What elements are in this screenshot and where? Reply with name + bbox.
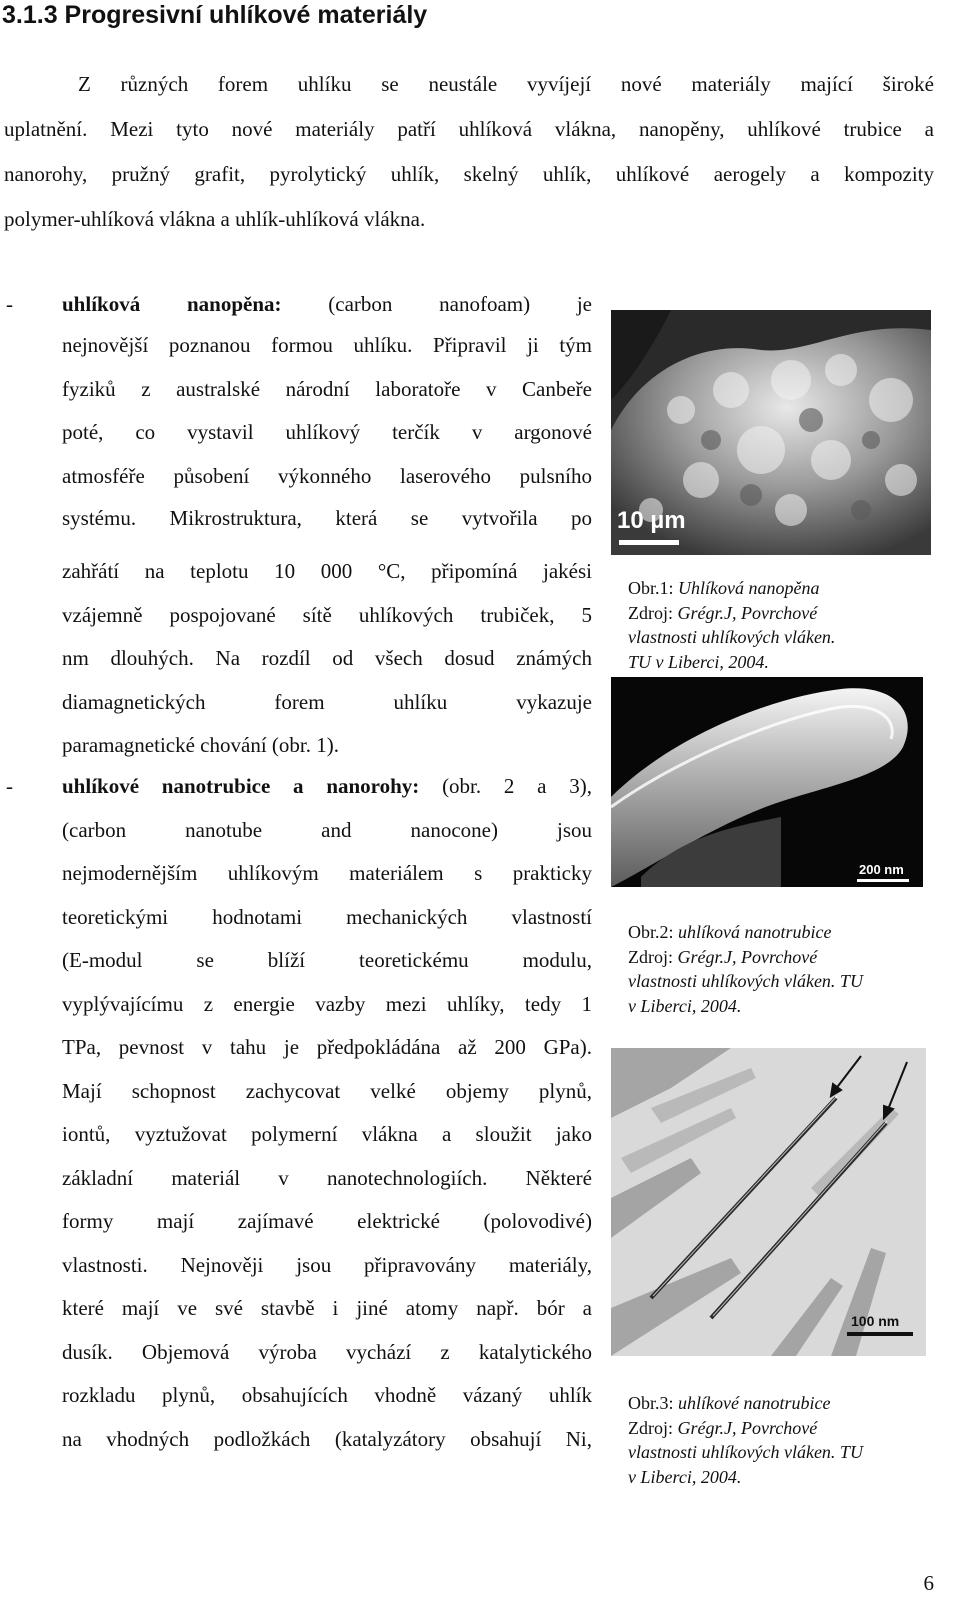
figure-1-source-text: TU v Liberci, 2004. — [628, 651, 769, 672]
nanofoam-paragraph — [62, 284, 592, 768]
intro-line: uplatnění. Mezi tyto nové materiály patří uhlíková vlákna, nanopěny, uhlíkové trubice a — [4, 117, 934, 141]
intro-line: nanorohy, pružný grafit, pyrolytický uhlík, skelný uhlík, uhlíkové aerogely a kompozity — [4, 162, 934, 186]
paragraph-line: fyziků z australské národní laboratoře v Canbeře — [62, 376, 592, 401]
figure-3-source-label: Zdroj: — [628, 1417, 673, 1438]
paragraph-line: paramagnetické chování (obr. 1). — [62, 733, 339, 757]
intro-line: Z různých forem uhlíku se neustále vyvíjejí nové materiály mající široké — [78, 72, 934, 96]
paragraph-line: (carbon nanotube and nanocone) jsou — [62, 817, 592, 842]
paragraph-line: vzájemně pospojované sítě uhlíkových trubiček, 5 — [62, 602, 592, 627]
page-number: 6 — [923, 1571, 934, 1595]
paragraph-line: poté, co vystavil uhlíkový terčík v argonové — [62, 420, 592, 444]
figure-1-source-text: vlastnosti uhlíkových vláken. — [628, 627, 836, 647]
figure-2-scale-bar — [857, 879, 909, 882]
intro-paragraph — [4, 62, 934, 242]
figure-2-source-label: Zdroj: — [628, 946, 673, 967]
figure-2-source-text: vlastnosti uhlíkových vláken. TU — [628, 971, 863, 991]
paragraph-line: na vhodných podložkách (katalyzátory obsahují Ni, — [62, 1426, 592, 1451]
figure-1-source-label: Zdroj: — [628, 602, 673, 623]
term-rest: (obr. 2 a 3), — [442, 774, 592, 798]
paragraph-line: které mají ve své stavbě i jiné atomy např. bór a — [62, 1296, 592, 1320]
figure-3-source-text: v Liberci, 2004. — [628, 1466, 742, 1487]
figure-1-scale-bar — [619, 540, 679, 545]
paragraph-line: nejnovější poznanou formou uhlíku. Připravil ji tým — [62, 333, 592, 357]
figure-1-caption-title: Uhlíková nanopěna — [678, 578, 820, 598]
bullet-dash: - — [6, 292, 13, 316]
figure-1-caption-label: Obr.1: — [628, 578, 674, 598]
term-rest: (carbon nanofoam) je — [328, 292, 592, 316]
paragraph-line: formy mají zajímavé elektrické (polovodivé) — [62, 1209, 592, 1233]
figure-3-source-text: Grégr.J, Povrchové — [677, 1417, 818, 1438]
paragraph-line: (E-modul se blíží teoretickému modulu, — [62, 948, 592, 972]
paragraph-line: zahřátí na teplotu 10 000 °C, připomíná jakési — [62, 559, 592, 583]
figure-3-source-text: vlastnosti uhlíkových vláken. TU — [628, 1442, 863, 1462]
section-heading: 3.1.3 Progresivní uhlíkové materiály — [2, 1, 428, 29]
figure-2-caption — [628, 920, 928, 1018]
bullet-dash: - — [6, 774, 13, 798]
figure-3-caption-title: uhlíkové nanotrubice — [678, 1393, 831, 1413]
figure-1-source-text: Grégr.J, Povrchové — [677, 602, 818, 623]
figure-3-image — [611, 1048, 926, 1356]
paragraph-line: atmosféře působení výkonného laserového pulsního — [62, 463, 592, 488]
paragraph-line: dusík. Objemová výroba vychází z katalytického — [62, 1339, 592, 1364]
figure-2-caption-label: Obr.2: — [628, 922, 674, 942]
intro-line: polymer-uhlíková vlákna a uhlík-uhlíková vlákna. — [4, 207, 426, 231]
figure-1-caption — [628, 576, 928, 674]
figure-3-caption — [628, 1391, 928, 1489]
paragraph-line: Mají schopnost zachycovat velké objemy plynů, — [62, 1078, 592, 1103]
paragraph-line: vlastnosti. Nejnověji jsou připravovány materiály, — [62, 1252, 592, 1277]
figure-2-caption-title: uhlíková nanotrubice — [678, 922, 832, 942]
term-nanofoam: uhlíková nanopěna: — [62, 292, 282, 316]
figure-3-scale-bar — [847, 1332, 913, 1336]
paragraph-line: iontů, vyztužovat polymerní vlákna a sloužit jako — [62, 1122, 592, 1146]
paragraph-line: diamagnetických forem uhlíku vykazuje — [62, 689, 592, 714]
figure-2-source-text: v Liberci, 2004. — [628, 995, 742, 1016]
figure-2-scale-label: 200 nm — [859, 862, 904, 877]
figure-3-scale-label: 100 nm — [851, 1313, 900, 1329]
nanotube-paragraph — [62, 765, 592, 1461]
figure-2-source-text: Grégr.J, Povrchové — [677, 946, 818, 967]
paragraph-line: vyplývajícímu z energie vazby mezi uhlíky, tedy 1 — [62, 991, 592, 1016]
paragraph-line: TPa, pevnost v tahu je předpokládána až 200 GPa). — [62, 1035, 592, 1059]
figure-3-caption-label: Obr.3: — [628, 1393, 674, 1413]
paragraph-line: nejmodernějším uhlíkovým materiálem s prakticky — [62, 861, 592, 885]
paragraph-line: teoretickými hodnotami mechanických vlastností — [62, 904, 592, 929]
paragraph-line — [62, 765, 592, 809]
paragraph-line — [62, 284, 592, 324]
paragraph-line: základní materiál v nanotechnologiích. Některé — [62, 1165, 592, 1190]
paragraph-line: systému. Mikrostruktura, která se vytvořila po — [62, 506, 592, 530]
paragraph-line: nm dlouhých. Na rozdíl od všech dosud známých — [62, 646, 592, 670]
paragraph-line: rozkladu plynů, obsahujících vhodně vázaný uhlík — [62, 1383, 592, 1407]
figure-1-scale-label: 10 µm — [617, 507, 686, 534]
figure-2-image — [611, 677, 923, 887]
figure-1-image — [611, 310, 931, 555]
term-nanotube: uhlíkové nanotrubice a nanorohy: — [62, 774, 420, 798]
